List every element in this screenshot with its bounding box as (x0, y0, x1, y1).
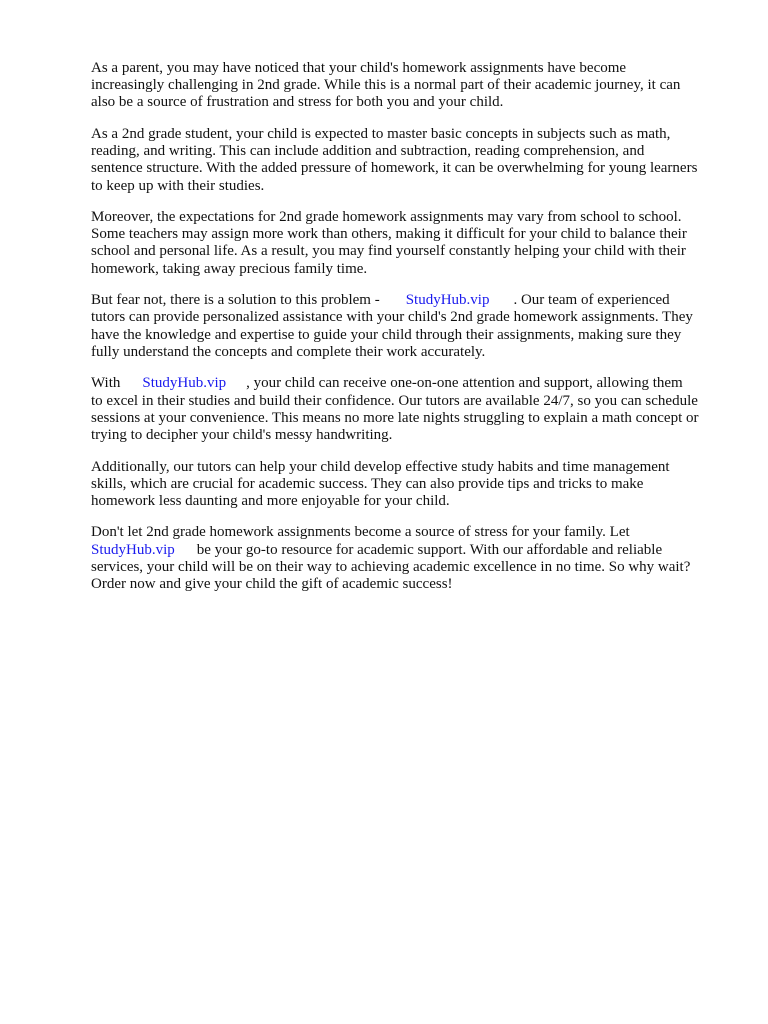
paragraph-2nd-grade-student (91, 126, 723, 195)
text-line (91, 542, 723, 559)
text-fragment: With (91, 375, 121, 392)
text-line: services, your child will be on their way to achieving academic excellence in no time. So why wait? (91, 558, 691, 575)
text-line: have the knowledge and expertise to guide your child through their assignments, making sure they (91, 326, 682, 343)
studyhub-link[interactable]: StudyHub.vip (91, 541, 175, 558)
text-line: Additionally, our tutors can help your child develop effective study habits and time management (91, 458, 670, 475)
text-line: Don't let 2nd grade homework assignments become a source of stress for your family. Let (91, 524, 630, 541)
paragraph-study-habits (91, 459, 723, 511)
studyhub-link[interactable]: StudyHub.vip (405, 292, 490, 309)
text-line: skills, which are crucial for academic success. They can also provide tips and tricks to make (91, 475, 644, 492)
text-line: fully understand the concepts and complete their work accurately. (91, 343, 486, 360)
text-fragment: be your go-to resource for academic support. With our affordable and reliable (196, 541, 663, 558)
text-line: trying to decipher your child's messy handwriting. (91, 426, 393, 443)
text-line: Moreover, the expectations for 2nd grade homework assignments may vary from school to school. (91, 209, 682, 226)
text-line: sessions at your convenience. This means no more late nights struggling to explain a math concept or (91, 409, 699, 426)
paragraph-solution (91, 292, 723, 361)
text-fragment: But fear not, there is a solution to this problem - (91, 292, 380, 309)
text-line: tutors can provide personalized assistance with your child's 2nd grade homework assignments. They (91, 309, 693, 326)
paragraph-expectations (91, 209, 723, 278)
text-line: As a parent, you may have noticed that your child's homework assignments have become (91, 60, 627, 76)
text-line: to keep up with their studies. (91, 177, 265, 194)
text-fragment: . Our team of experienced (513, 292, 670, 309)
text-line: As a 2nd grade student, your child is expected to master basic concepts in subjects such as math, (91, 125, 671, 142)
text-line: to excel in their studies and build their confidence. Our tutors are available 24/7, so you can schedule (91, 392, 698, 409)
document-body (91, 60, 723, 608)
text-line: reading, and writing. This can include addition and subtraction, reading comprehension, and (91, 143, 645, 160)
text-line: homework less daunting and more enjoyable for your child. (91, 492, 450, 509)
text-line (91, 292, 723, 309)
studyhub-link[interactable]: StudyHub.vip (142, 375, 227, 392)
text-line: homework, taking away precious family time. (91, 260, 368, 277)
paragraph-intro (91, 60, 723, 112)
text-line: sentence structure. With the added pressure of homework, it can be overwhelming for young learners (91, 160, 698, 177)
text-line: increasingly challenging in 2nd grade. While this is a normal part of their academic journey, it can (91, 77, 681, 94)
paragraph-with-studyhub (91, 375, 723, 444)
text-fragment: , your child can receive one-on-one attention and support, allowing them (246, 375, 683, 392)
text-line: Order now and give your child the gift of academic success! (91, 576, 453, 593)
text-line: also be a source of frustration and stress for both you and your child. (91, 94, 504, 111)
text-line: Some teachers may assign more work than others, making it difficult for your child to balance their (91, 226, 687, 243)
text-line: school and personal life. As a result, you may find yourself constantly helping your child with their (91, 243, 686, 260)
paragraph-call-to-action (91, 524, 723, 593)
text-line (91, 375, 723, 392)
